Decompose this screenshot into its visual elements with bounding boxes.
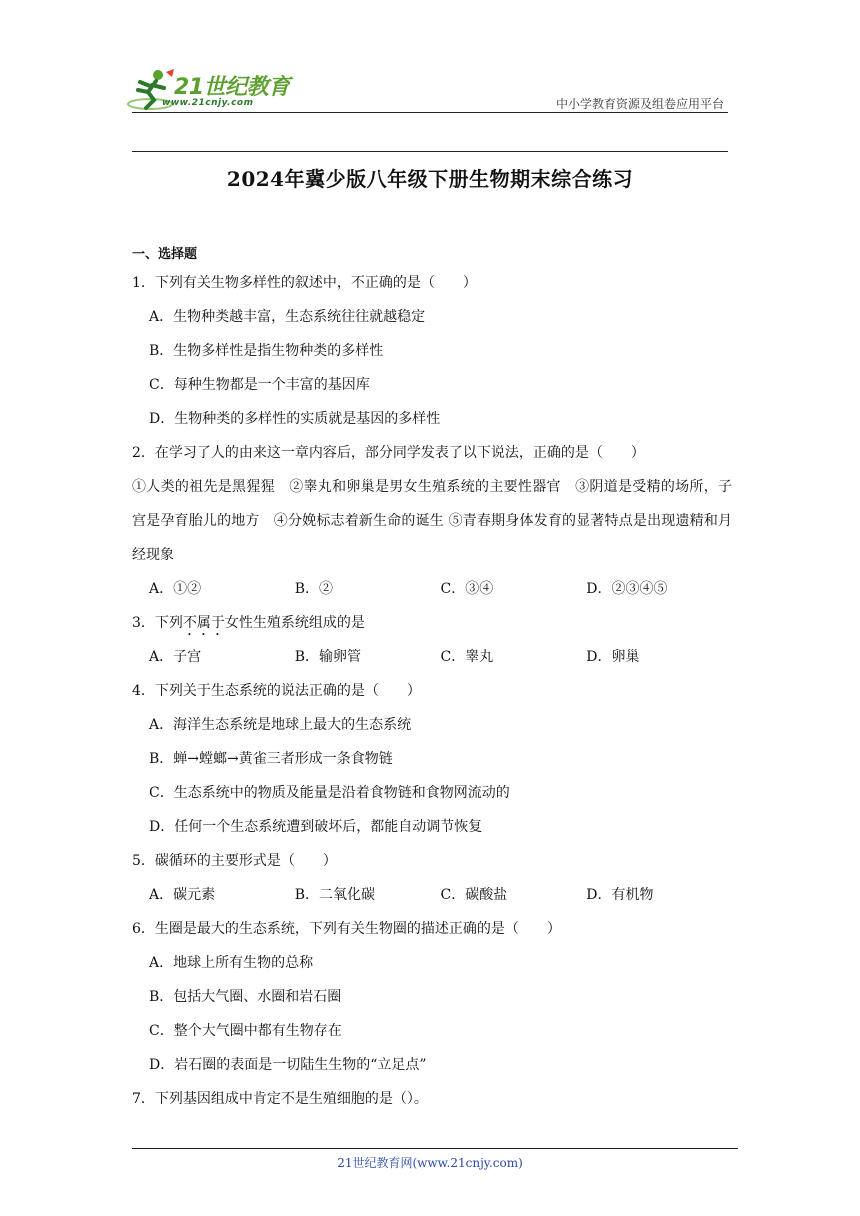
stem-suffix: 女性生殖系统组成的是: [224, 615, 365, 631]
option-c: C．每种生物都是一个丰富的基因库: [149, 377, 370, 393]
question-stem: 2．在学习了人的由来这一章内容后，部分同学发表了以下说法，正确的是（ ）: [132, 445, 645, 461]
page-title: 2024年冀少版八年级下册生物期末综合练习: [226, 167, 634, 191]
question-1: [132, 266, 732, 436]
option-d: D．生物种类的多样性的实质就是基因的多样性: [149, 411, 441, 427]
option-d: D．任何一个生态系统遭到破坏后，都能自动调节恢复: [149, 819, 483, 835]
option-b: B．蝉→螳螂→黄雀三者形成一条食物链: [149, 751, 393, 767]
question-4: [132, 674, 732, 844]
platform-tagline: 中小学教育资源及组卷应用平台: [555, 97, 724, 111]
footer-link[interactable]: 21世纪教育网(www.21cnjy.com): [337, 1156, 523, 1170]
option-b: B．生物多样性是指生物种类的多样性: [149, 343, 384, 359]
question-stem: 7．下列基因组成中肯定不是生殖细胞的是（）。: [132, 1091, 428, 1107]
question-2: [132, 436, 732, 606]
option-b: B．输卵管: [294, 649, 362, 665]
option-c: C．整个大气圈中都有生物存在: [149, 1023, 342, 1039]
footer-divider: [132, 1148, 738, 1149]
question-5: [132, 844, 732, 912]
question-stem: 1．下列有关生物多样性的叙述中，不正确的是（ ）: [132, 275, 477, 291]
stem-prefix: 3．下列: [132, 615, 183, 631]
title-divider: [132, 151, 728, 152]
option-a: A．碳元素: [149, 887, 216, 903]
option-c: C．③④: [440, 581, 494, 597]
question-6: [132, 912, 732, 1082]
brand-logo: [122, 66, 302, 116]
option-row: [132, 878, 732, 912]
section-heading: 一、选择题: [132, 247, 198, 262]
option-a: A．生物种类越丰富，生态系统往往就越稳定: [149, 309, 426, 325]
option-row: [132, 572, 732, 606]
option-row: [132, 640, 732, 674]
question-stem: 5．碳循环的主要形式是（ ）: [132, 853, 337, 869]
option-a: A．地球上所有生物的总称: [149, 955, 314, 971]
option-a: A．子宫: [149, 649, 202, 665]
option-c: C．碳酸盐: [440, 887, 508, 903]
question-list: [132, 244, 732, 1116]
logo-url: www.21cnjy.com: [162, 98, 254, 108]
option-d: D．卵巢: [586, 649, 640, 665]
option-a: A．海洋生态系统是地球上最大的生态系统: [149, 717, 412, 733]
question-statement: ①人类的祖先是黑猩猩 ②睾丸和卵巢是男女生殖系统的主要性器官 ③阴道是受精的场所，子宫是孕育胎儿的地方 ④分娩标志着新生命的诞生 ⑤青春期身体发育的显著特点是出现遗精和月经现象: [132, 479, 732, 563]
emphasized-text: 不属于: [182, 615, 225, 631]
question-stem: [132, 606, 732, 640]
question-3: [132, 606, 732, 674]
logo-wordmark: 21世纪教育: [174, 75, 290, 100]
question-stem: 4．下列关于生态系统的说法正确的是（ ）: [132, 683, 421, 699]
option-d: D．有机物: [586, 887, 654, 903]
question-stem: 6．生圈是最大的生态系统，下列有关生物圈的描述正确的是（ ）: [132, 921, 561, 937]
option-b: B．包括大气圈、水圈和岩石圈: [149, 989, 342, 1005]
option-c: C．睾丸: [440, 649, 494, 665]
option-b: B．②: [294, 581, 334, 597]
option-d: D．②③④⑤: [586, 581, 668, 597]
option-a: A．①②: [149, 581, 202, 597]
option-d: D．岩石圈的表面是一切陆生生物的“立足点”: [149, 1057, 427, 1073]
header-divider: [132, 112, 728, 113]
option-c: C．生态系统中的物质及能量是沿着食物链和食物网流动的: [149, 785, 510, 801]
question-7: [132, 1082, 732, 1116]
option-b: B．二氧化碳: [294, 887, 376, 903]
